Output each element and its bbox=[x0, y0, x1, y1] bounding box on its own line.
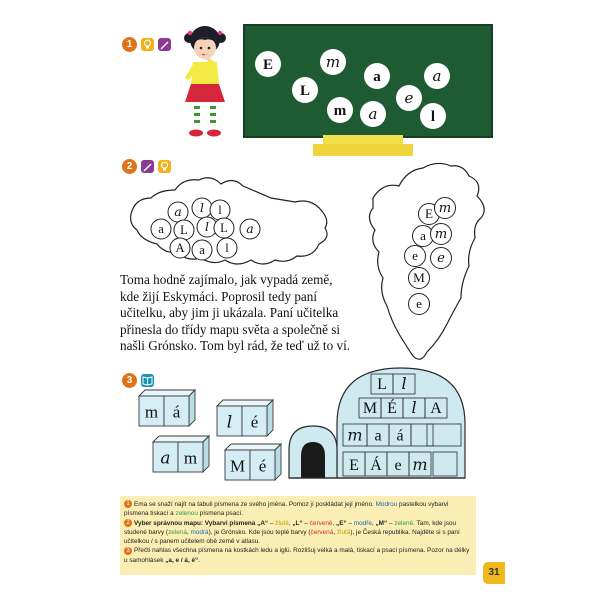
instruction-item bbox=[120, 519, 476, 547]
instruction-text: – bbox=[268, 519, 276, 527]
czech-map-letter: a bbox=[174, 204, 182, 219]
greenland-map-letter: e bbox=[412, 248, 418, 264]
board-letter-circle[interactable] bbox=[396, 85, 422, 111]
greenland-map-letter: m bbox=[434, 227, 448, 243]
lightbulb-icon bbox=[141, 38, 154, 51]
board-letter: a bbox=[368, 105, 378, 123]
igloo-letter[interactable]: E bbox=[349, 457, 359, 474]
igloo-letter[interactable]: L bbox=[377, 376, 387, 393]
board-letter-circle[interactable] bbox=[364, 63, 390, 89]
exercise-3-badge: 3 bbox=[122, 373, 137, 388]
instruction-text: „a, e / á, é“ bbox=[165, 556, 199, 564]
instruction-number-badge: 1 bbox=[124, 500, 132, 508]
greenland-map-circle[interactable] bbox=[435, 198, 456, 219]
instruction-text: , bbox=[332, 519, 337, 527]
instruction-text: „E“ bbox=[336, 519, 347, 527]
story-text bbox=[120, 272, 352, 355]
instruction-text: . Tam, kde jsou studené barvy ( bbox=[124, 519, 457, 536]
instruction-item bbox=[120, 546, 476, 565]
ice-cube-letter: m bbox=[183, 448, 198, 468]
ice-cubes bbox=[131, 388, 291, 488]
ice-cube-letter: M bbox=[229, 456, 246, 476]
greenland-map-letter: e bbox=[416, 296, 422, 312]
instruction-text: „A“ bbox=[257, 519, 269, 527]
greenland-map-circle[interactable] bbox=[431, 224, 452, 245]
instruction-number-badge: 2 bbox=[124, 519, 132, 527]
greenland-map-letter: e bbox=[437, 251, 445, 267]
greenland-map bbox=[343, 156, 493, 371]
instruction-text: červená bbox=[310, 528, 334, 536]
greenland-map-circle[interactable] bbox=[405, 246, 426, 267]
igloo-letter[interactable]: m bbox=[347, 425, 363, 445]
chalkboard-stand bbox=[313, 144, 413, 156]
ice-cube[interactable] bbox=[217, 400, 273, 436]
board-letter: E bbox=[262, 57, 274, 73]
czech-map-circle[interactable] bbox=[168, 202, 188, 222]
ice-cube-letter: l bbox=[226, 412, 233, 433]
czech-map bbox=[125, 168, 335, 273]
greenland-map-letter: a bbox=[420, 228, 426, 244]
instruction-text: ), je Česká republika. Najděte si s paní učitelkou / s panem učitelem obě země v atlasu. bbox=[124, 528, 460, 546]
czech-map-letter: l bbox=[200, 200, 204, 215]
instruction-text: zeleně bbox=[394, 519, 414, 527]
book-icon bbox=[141, 374, 154, 387]
greenland-map-circle[interactable] bbox=[409, 294, 430, 315]
ice-cube[interactable] bbox=[139, 390, 195, 426]
instruction-text: písmena psací. bbox=[197, 510, 244, 518]
instruction-item bbox=[120, 500, 476, 519]
workbook-page bbox=[103, 8, 505, 596]
greenland-map-letter: E bbox=[424, 206, 434, 222]
board-letter-circle[interactable] bbox=[360, 101, 386, 127]
igloo-letter[interactable]: m bbox=[412, 455, 428, 474]
czech-map-letter: L bbox=[220, 221, 228, 235]
board-letter-circle[interactable] bbox=[420, 103, 446, 129]
chalkboard-base bbox=[323, 135, 403, 144]
instruction-text: , bbox=[371, 519, 376, 527]
instruction-text: , bbox=[288, 519, 293, 527]
page-number: 31 bbox=[483, 562, 505, 584]
instruction-text: „M“ bbox=[375, 519, 388, 527]
board-letter-circle[interactable] bbox=[255, 51, 281, 77]
instruction-text: – bbox=[346, 519, 354, 527]
instruction-text: ), je Grónsko. Kde jsou teplé barvy ( bbox=[208, 528, 311, 536]
instruction-text: zelená bbox=[168, 528, 187, 536]
instruction-text: žlutá bbox=[336, 528, 351, 536]
instruction-text: pastelkou vybarvi písmena tiskací a bbox=[124, 501, 449, 518]
board-letters bbox=[243, 24, 491, 136]
igloo-letter[interactable]: e bbox=[394, 457, 402, 474]
ice-cube-letter: a bbox=[160, 448, 171, 469]
czech-map-letter: a bbox=[199, 243, 205, 257]
instruction-text: modře bbox=[353, 519, 372, 527]
board-letter: L bbox=[299, 83, 311, 99]
board-letter-circle[interactable] bbox=[292, 77, 318, 103]
czech-map-circle[interactable] bbox=[214, 218, 234, 238]
instruction-text: . bbox=[198, 556, 201, 564]
igloo-letter[interactable]: Á bbox=[370, 457, 382, 474]
czech-map-circle[interactable] bbox=[192, 240, 212, 260]
czech-map-circle[interactable] bbox=[151, 219, 171, 239]
instruction-text: , bbox=[186, 528, 191, 536]
ice-cube-letter: é bbox=[250, 412, 259, 432]
board-letter-circle[interactable] bbox=[424, 63, 450, 89]
board-letter-circle[interactable] bbox=[327, 97, 353, 123]
instruction-text: „L“ bbox=[292, 519, 303, 527]
board-letter: m bbox=[325, 53, 341, 71]
czech-map-circle[interactable] bbox=[210, 200, 230, 220]
czech-map-letter: a bbox=[246, 221, 254, 236]
instruction-text: modrá bbox=[190, 528, 209, 536]
instruction-text: – bbox=[302, 519, 310, 527]
igloo-letter[interactable]: l bbox=[401, 374, 407, 393]
greenland-map-letter: M bbox=[413, 270, 425, 286]
instruction-text: zelenou bbox=[175, 510, 198, 518]
czech-map-circle[interactable] bbox=[240, 219, 260, 239]
igloo-letter[interactable]: A bbox=[430, 400, 442, 417]
exercise-2-badge: 2 bbox=[122, 159, 137, 174]
girl-illustration-icon bbox=[167, 18, 243, 146]
igloo-letter[interactable]: a bbox=[374, 427, 382, 445]
ice-cube-letter: á bbox=[172, 402, 181, 422]
czech-map-circle[interactable] bbox=[170, 238, 190, 258]
igloo-letter[interactable]: l bbox=[411, 398, 417, 417]
instruction-text: – bbox=[387, 519, 395, 527]
greenland-map-letter: m bbox=[438, 201, 452, 217]
czech-map-circle[interactable] bbox=[174, 220, 194, 240]
igloo-letter[interactable]: M bbox=[362, 400, 378, 417]
ice-cube-letter: é bbox=[258, 456, 267, 476]
ice-cube[interactable] bbox=[225, 444, 281, 480]
greenland-map-circle[interactable] bbox=[431, 248, 452, 269]
czech-map-letter: L bbox=[180, 223, 188, 237]
board-letter-circle[interactable] bbox=[320, 49, 346, 75]
board-letter: e bbox=[404, 89, 414, 107]
czech-map-circle[interactable] bbox=[217, 238, 237, 258]
ice-cube-letter: m bbox=[144, 402, 159, 422]
story-paragraph: Toma hodně zajímalo, jak vypadá země, kde žijí Eskymáci. Poprosil tedy paní učitelku, aby jim ji ukázala. Paní učitelka přinesla do třídy mapu světa a společně si našli Grónsko. Tom byl rád, že teď už to ví. bbox=[120, 272, 351, 354]
instruction-text: , bbox=[333, 528, 337, 536]
instruction-text: Modrou bbox=[375, 501, 398, 508]
board-letter: m bbox=[333, 103, 347, 119]
instruction-text: červeně bbox=[309, 519, 333, 527]
exercise-1-badge: 1 bbox=[122, 37, 137, 52]
board-letter: l bbox=[430, 109, 436, 125]
board-letter: a bbox=[373, 69, 381, 85]
instruction-text: Ema se snaží najít na tabuli písmena ze svého jména. Pomoz jí poskládat její jméno. bbox=[134, 501, 376, 508]
instruction-text: Vyber správnou mapu: Vybarvi písmena bbox=[134, 519, 258, 527]
instruction-text: Přečti nahlas všechna písmena na kostkách ledu a iglú. Rozlišuj velká a malá, tiskací a psací písmena. Pozor na délky u samohlásek bbox=[124, 547, 470, 564]
czech-map-letter: l bbox=[225, 241, 229, 255]
igloo-letter[interactable]: á bbox=[396, 427, 404, 445]
instructions-box bbox=[120, 496, 476, 575]
instruction-number-badge: 3 bbox=[124, 547, 132, 555]
instruction-text: žlutě bbox=[275, 519, 289, 527]
igloo bbox=[283, 364, 473, 484]
greenland-map-circle[interactable] bbox=[409, 268, 430, 289]
czech-map-circle[interactable] bbox=[192, 198, 212, 218]
czech-map-letter: l bbox=[218, 203, 222, 217]
czech-map-letter: A bbox=[175, 241, 185, 255]
board-letter: a bbox=[432, 67, 442, 85]
igloo-letter[interactable]: É bbox=[387, 400, 397, 417]
ice-cube[interactable] bbox=[153, 436, 209, 472]
czech-map-letter: l bbox=[205, 219, 209, 234]
czech-map-letter: a bbox=[158, 222, 164, 236]
